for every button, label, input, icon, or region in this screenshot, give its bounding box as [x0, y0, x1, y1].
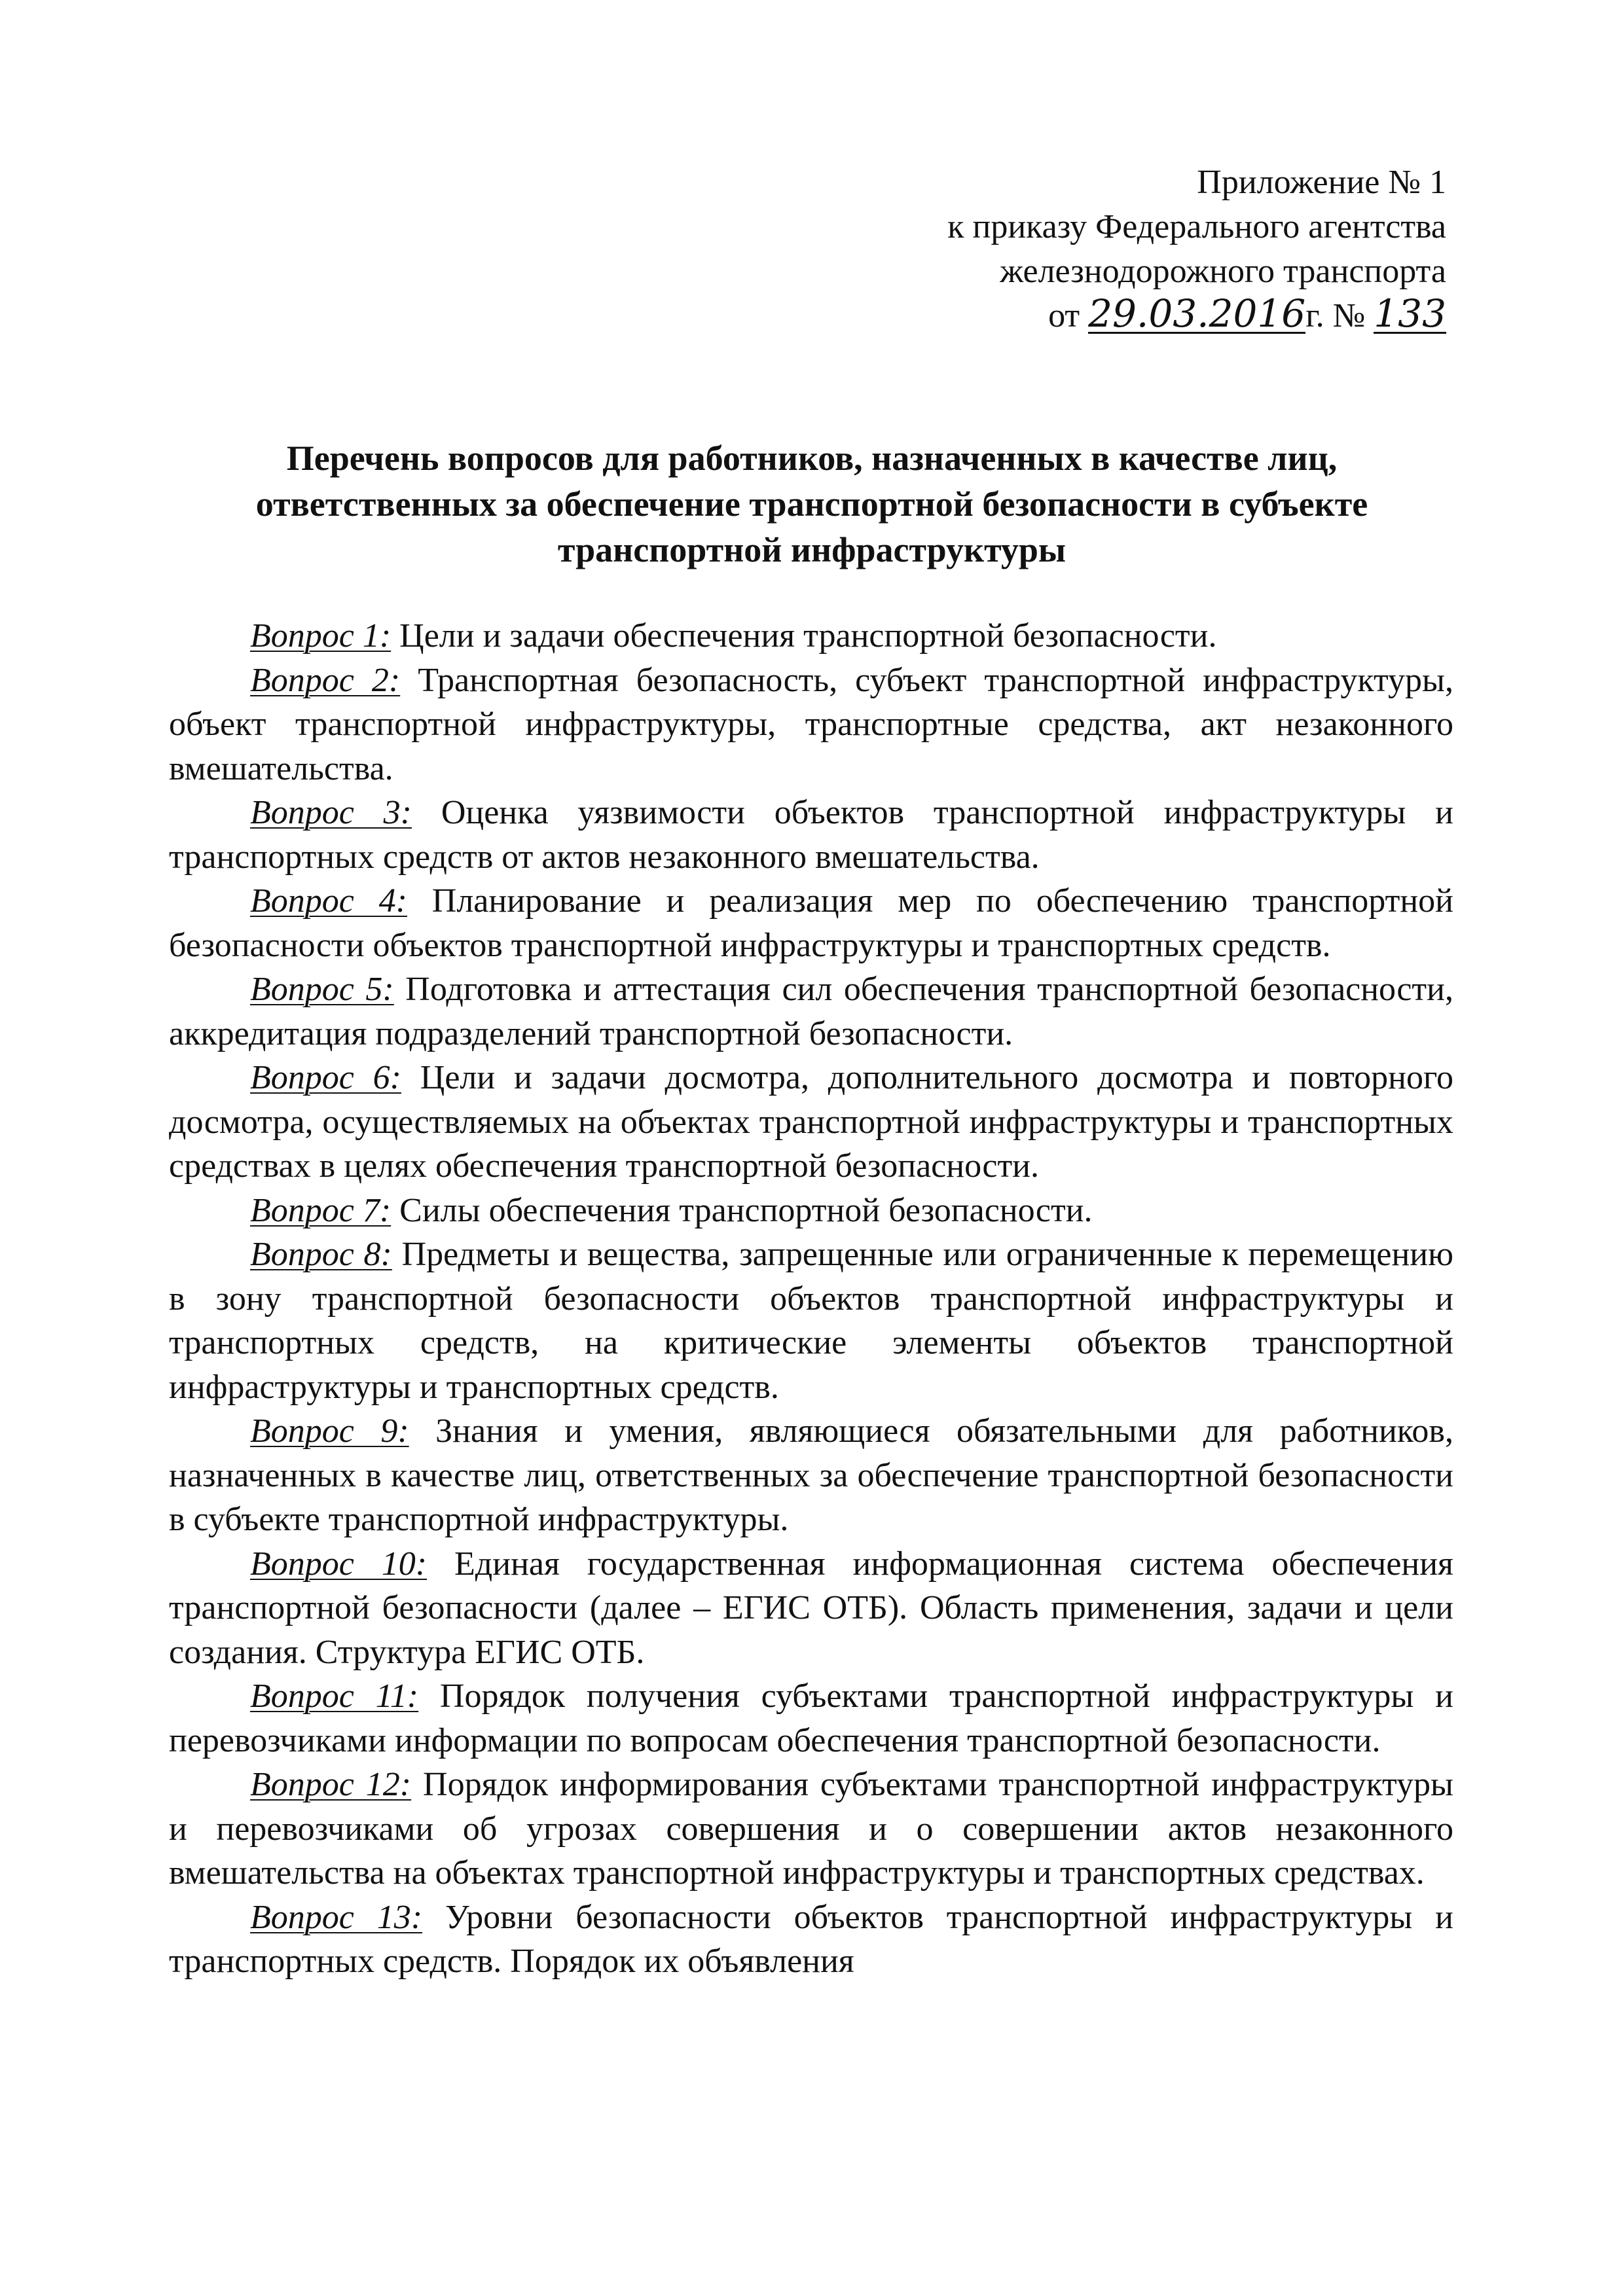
- question-label: Вопрос 6:: [250, 1059, 401, 1096]
- question-label: Вопрос 5:: [250, 971, 394, 1008]
- question-label: Вопрос 7:: [250, 1191, 392, 1229]
- handwritten-order-number: 133: [1374, 291, 1446, 336]
- question-item: [169, 1189, 1453, 1233]
- question-text: Планирование и реализация мер по обеспечению транспортной безопасности объектов транспортной инфраструктуры и транспортных средств.: [169, 882, 1453, 964]
- question-text: Оценка уязвимости объектов транспортной инфраструктуры и транспортных средств от актов незаконного вмешательства.: [169, 794, 1453, 876]
- question-label: Вопрос 3:: [250, 794, 412, 831]
- question-item: [169, 1763, 1453, 1895]
- question-item: [169, 1409, 1453, 1542]
- question-item: [169, 1674, 1453, 1763]
- title-line-3: транспортной инфраструктуры: [557, 530, 1067, 569]
- question-label: Вопрос 1:: [250, 617, 392, 655]
- title-line-2: ответственных за обеспечение транспортной безопасности в субъекте: [255, 484, 1368, 524]
- question-item: [169, 614, 1453, 658]
- question-text: Цели и задачи досмотра, дополнительного досмотра и повторного досмотра, осуществляемых на объектах транспортной инфраструктуры и транспортных средствах в целях обеспечения транспортной безопасности.: [169, 1059, 1453, 1185]
- question-text: Единая государственная информационная система обеспечения транспортной безопасности (далее – ЕГИС ОТБ). Область применения, задачи и цели создания. Структура ЕГИС ОТБ.: [169, 1545, 1453, 1671]
- date-prefix: от: [1048, 297, 1080, 334]
- question-label: Вопрос 8:: [250, 1236, 392, 1273]
- appendix-order-ref: к приказу Федерального агентства: [947, 208, 1446, 245]
- handwritten-date: 29.03.2016: [1088, 291, 1306, 336]
- appendix-number: Приложение № 1: [1197, 164, 1446, 201]
- question-text: Порядок получения субъектами транспортной инфраструктуры и перевозчиками информации по вопросам обеспечения транспортной безопасности.: [169, 1677, 1453, 1759]
- date-suffix: г. №: [1305, 297, 1366, 334]
- question-label: Вопрос 9:: [250, 1412, 409, 1450]
- title-line-1: Перечень вопросов для работников, назначенных в качестве лиц,: [286, 439, 1338, 478]
- appendix-date-line: [947, 291, 1446, 338]
- appendix-header: [947, 160, 1446, 338]
- question-label: Вопрос 12:: [250, 1766, 412, 1803]
- question-item: [169, 1895, 1453, 1984]
- question-label: Вопрос 2:: [250, 661, 401, 699]
- question-text: Порядок информирования субъектами транспортной инфраструктуры и перевозчиками об угрозах совершения и о совершении актов незаконного вмешательства на объектах транспортной инфраструктуры и транспортных средствах.: [169, 1766, 1453, 1892]
- question-text: Цели и задачи обеспечения транспортной безопасности.: [391, 617, 1217, 655]
- question-label: Вопрос 11:: [250, 1677, 419, 1715]
- question-text: Знания и умения, являющиеся обязательными для работников, назначенных в качестве лиц, ответственных за обеспечение транспортной безопасности в субъекте транспортной инфраструктуры.: [169, 1412, 1453, 1538]
- question-label: Вопрос 10:: [250, 1545, 428, 1583]
- question-text: Силы обеспечения транспортной безопасности.: [391, 1191, 1093, 1229]
- question-text: Уровни безопасности объектов транспортной инфраструктуры и транспортных средств. Порядок их объявления: [169, 1898, 1453, 1980]
- question-item: [169, 791, 1453, 879]
- question-text: Транспортная безопасность, субъект транспортной инфраструктуры, объект транспортной инфраструктуры, транспортные средства, акт незаконного вмешательства.: [169, 661, 1453, 787]
- document-title: [164, 435, 1460, 573]
- question-item: [169, 1542, 1453, 1675]
- question-label: Вопрос 4:: [250, 882, 407, 920]
- question-item: [169, 658, 1453, 791]
- question-item: [169, 1056, 1453, 1189]
- question-text: Подготовка и аттестация сил обеспечения транспортной безопасности, аккредитация подразделений транспортной безопасности.: [169, 971, 1453, 1052]
- question-item: [169, 1232, 1453, 1409]
- question-item: [169, 879, 1453, 967]
- questions-list: [169, 614, 1453, 1984]
- question-item: [169, 967, 1453, 1056]
- question-text: Предметы и вещества, запрещенные или ограниченные к перемещению в зону транспортной безопасности объектов транспортной инфраструктуры и транспортных средств, на критические элементы объектов транспортной инфраструктуры и транспортных средств.: [169, 1236, 1453, 1406]
- question-label: Вопрос 13:: [250, 1898, 423, 1936]
- appendix-agency: железнодорожного транспорта: [1000, 253, 1446, 290]
